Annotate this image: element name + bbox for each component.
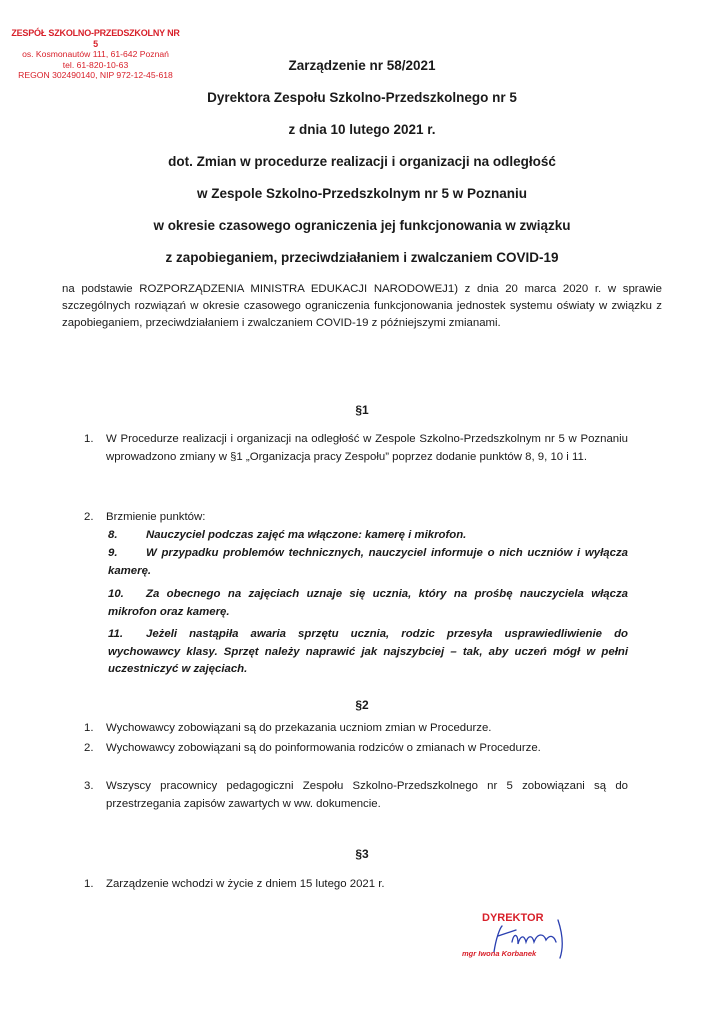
point-text: Jeżeli nastąpiła awaria sprzętu ucznia, rodzic przesyła usprawiedliwienie do wychowawcy klasy. Sprzęt należy naprawić jak najszybciej – tak, aby uczeń mógł w pełni uczestniczyć w zajęciach.: [108, 628, 628, 675]
stamp-school-name: ZESPÓŁ SZKOLNO-PRZEDSZKOLNY NR 5: [11, 28, 180, 49]
item-text: Brzmienie punktów:: [106, 511, 206, 523]
point-9: [108, 545, 628, 580]
subject-line-3: w okresie czasowego ograniczenia jej funkcjonowania w związku: [153, 218, 571, 233]
subject-line-1: dot. Zmian w procedurze realizacji i organizacji na odległość: [168, 154, 556, 169]
section-1-item-1: [84, 431, 628, 487]
item-text: Wychowawcy zobowiązani są do poinformowania rodziców o zmianach w Procedurze.: [106, 742, 541, 754]
item-text: Zarządzenie wchodzi w życie z dniem 15 lutego 2021 r.: [106, 878, 385, 890]
handwritten-signature: [452, 912, 592, 972]
point-8: [108, 527, 628, 545]
item-number: 1.: [84, 878, 94, 890]
signature-role: DYREKTOR: [482, 912, 544, 924]
signature-name: mgr Iwona Korbanek: [462, 949, 537, 958]
point-text: Nauczyciel podczas zajęć ma włączone: kamerę i mikrofon.: [146, 529, 467, 541]
section-3-item-1: [84, 876, 628, 894]
subject-line-2: w Zespole Szkolno-Przedszkolnym nr 5 w Poznaniu: [196, 186, 528, 201]
stamp-regon-nip: REGON 302490140, NIP 972-12-45-618: [18, 70, 173, 81]
section-2-item-1: [84, 720, 628, 738]
point-text: Za obecnego na zajęciach uznaje się ucznia, który na prośbę nauczyciela włącza mikrofon oraz kamerę.: [108, 588, 628, 618]
point-text: W przypadku problemów technicznych, nauczyciel informuje o nich uczniów i wyłącza kamerę.: [108, 547, 628, 577]
point-11: [108, 626, 628, 679]
item-number: 2.: [84, 742, 94, 754]
legal-basis-paragraph: na podstawie ROZPORZĄDZENIA MINISTRA EDUKACJI NARODOWEJ1) z dnia 20 marca 2020 r. w sprawie szczególnych rozwiązań w okresie czasowego ograniczenia funkcjonowania jednostek systemu oświaty w związku z zapobieganiem, przeciwdziałaniem i zwalczaniem COVID-19 z późniejszymi zmianami.: [62, 283, 662, 329]
item-number: 3.: [84, 780, 94, 792]
point-number: 8.: [108, 529, 118, 541]
section-3-heading: §3: [355, 847, 369, 861]
point-10: [108, 586, 628, 621]
section-2-heading: §2: [355, 698, 369, 712]
point-number: 9.: [108, 547, 118, 559]
section-1-item-2: [84, 509, 628, 527]
point-number: 10.: [108, 588, 124, 600]
point-number: 11.: [108, 628, 123, 640]
item-number: 1.: [84, 722, 94, 734]
section-2-item-2: [84, 740, 628, 776]
stamp-address: os. Kosmonautów 111, 61-642 Poznań: [22, 49, 169, 60]
section-2-item-3: [84, 778, 628, 814]
item-number: 1.: [84, 433, 94, 445]
date-line: z dnia 10 lutego 2021 r.: [288, 122, 436, 137]
issuer-line: Dyrektora Zespołu Szkolno-Przedszkolnego nr 5: [207, 90, 517, 105]
item-number: 2.: [84, 511, 94, 523]
school-stamp: [8, 28, 183, 81]
stamp-phone: tel. 61-820-10-63: [62, 59, 129, 70]
item-text: W Procedurze realizacji i organizacji na odległość w Zespole Szkolno-Przedszkolnym nr 5 w Poznaniu wprowadzono zmiany w §1 „Organizacja pracy Zespołu” poprzez dodanie punktów 8, 9, 10 i 11.: [106, 433, 628, 463]
item-text: Wszyscy pracownicy pedagogiczni Zespołu Szkolno-Przedszkolnego nr 5 zobowiązani są do przestrzegania zapisów zawartych w ww. dokumencie.: [106, 780, 628, 810]
section-1-heading: §1: [355, 403, 369, 417]
director-signature-block: [452, 912, 592, 972]
document-title: Zarządzenie nr 58/2021: [288, 58, 436, 73]
item-text: Wychowawcy zobowiązani są do przekazania uczniom zmian w Procedurze.: [106, 722, 492, 734]
subject-line-4: z zapobieganiem, przeciwdziałaniem i zwalczaniem COVID-19: [165, 250, 559, 265]
